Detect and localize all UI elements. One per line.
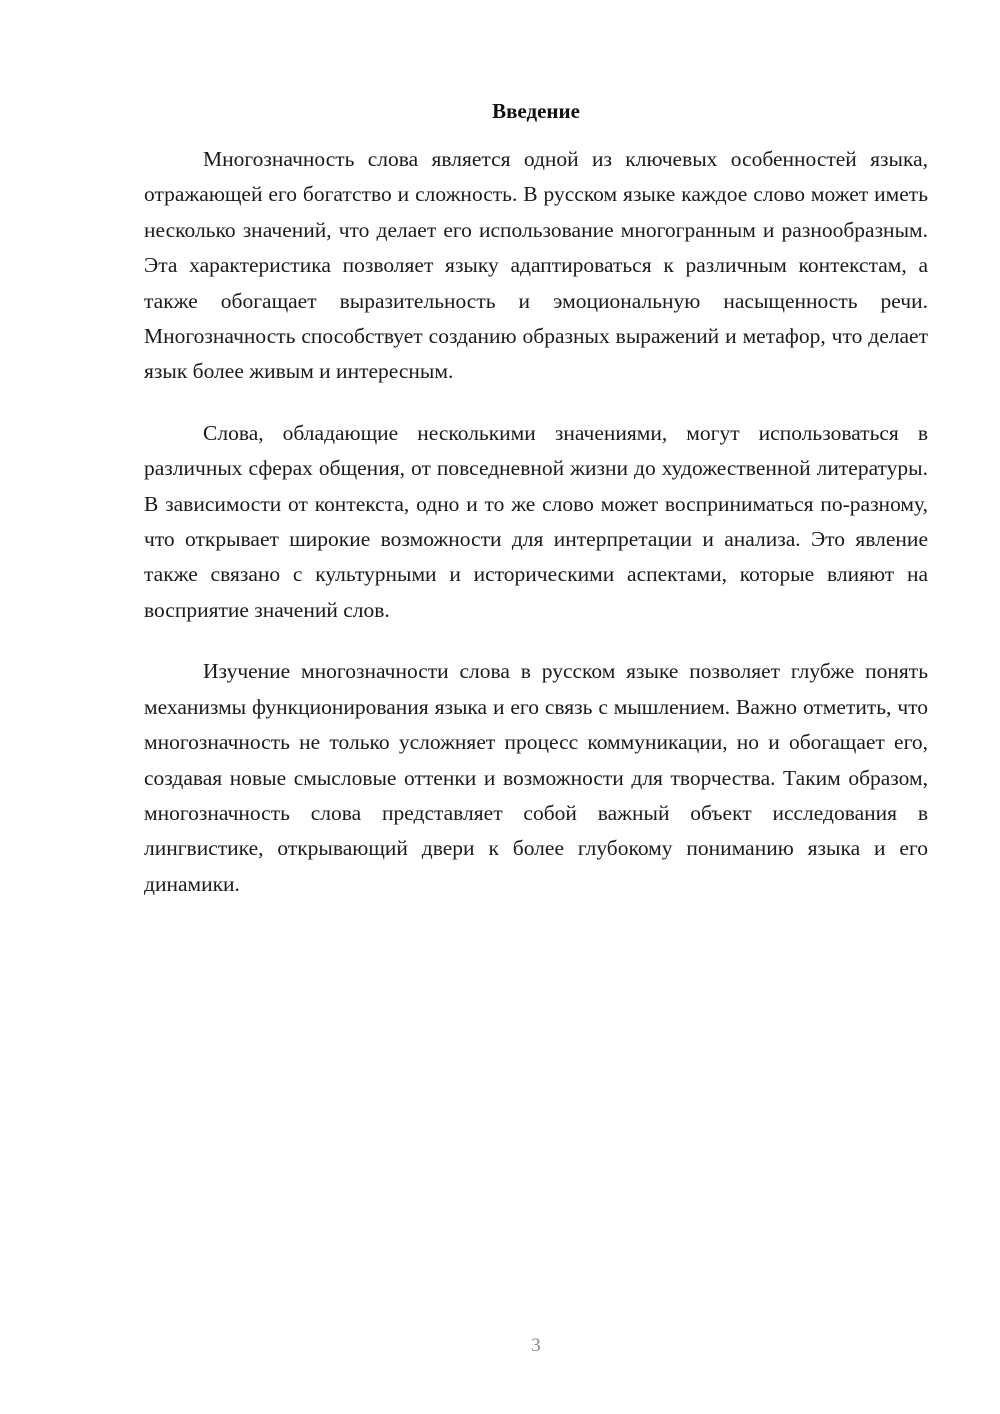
paragraph-2: Слова, обладающие несколькими значениями, могут использоваться в различных сферах общения, от повседневной жизни до художественной литературы. В зависимости от контекста, одно и то же слово может восприниматься по-разному, что открывает широкие возможности для интерпретации и анализа. Это явление также связано с культурными и историческими аспектами, которые влияют на восприятие значений слов. [144,420,928,622]
paragraph-1: Многозначность слова является одной из ключевых особенностей языка, отражающей его богатство и сложность. В русском языке каждое слово может иметь несколько значений, что делает его использование многогранным и разнообразным. Эта характеристика позволяет языку адаптироваться к различным контекстам, а также обогащает выразительность и эмоциональную насыщенность речи. Многозначность способствует созданию образных выражений и метафор, что делает язык более живым и интересным. [144,147,928,384]
section-heading: Введение [492,99,580,123]
paragraph-3: Изучение многозначности слова в русском языке позволяет глубже понять механизмы функционирования языка и его связь с мышлением. Важно отметить, что многозначность не только усложняет процесс коммуникации, но и обогащает его, создавая новые смысловые оттенки и возможности для творчества. Таким образом, многозначность слова представляет собой важный объект исследования в лингвистике, открывающий двери к более глубокому пониманию языка и его динамики. [144,659,928,896]
page-number: 3 [531,1335,541,1356]
document-body [144,142,928,928]
